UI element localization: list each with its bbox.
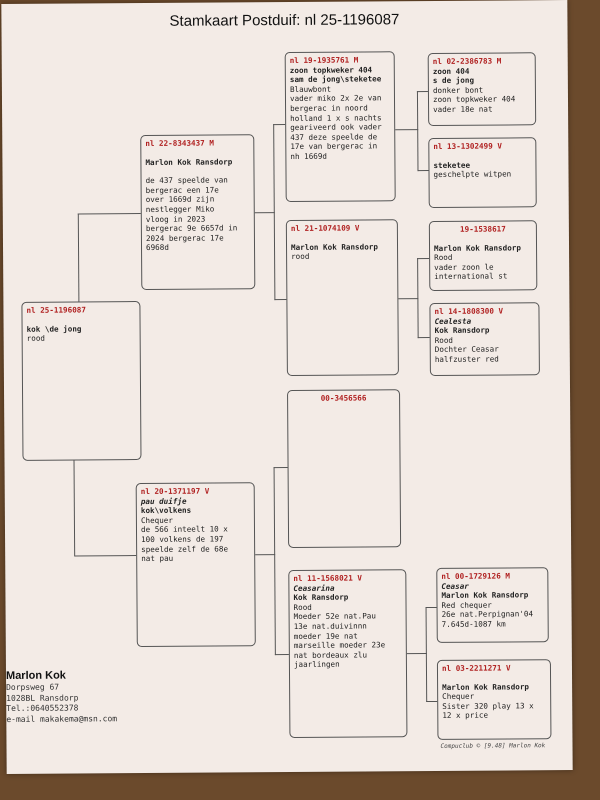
ring-number: nl 14-1808300 V (434, 306, 504, 316)
remark-line: speelde zelf de 68e (141, 543, 229, 554)
breeder-name: Kok Ransdorp (434, 325, 490, 336)
owner-city: 1028BL Ransdorp (6, 692, 79, 703)
remark-line: 437 deze speelde de (290, 132, 378, 142)
remark-line: nestlegger Miko (145, 204, 215, 214)
remark-line: Moeder 52e nat.Pau (293, 611, 376, 622)
remark-line: nat pau (141, 553, 174, 564)
remark-line: de 566 inteelt 10 x (140, 524, 228, 535)
remark-line: 100 volkens de 197 (141, 534, 224, 544)
breeder-name: Marlon Kok Ransdorp (434, 242, 521, 253)
connector-line (407, 653, 427, 654)
remark-line: Rood (434, 335, 454, 345)
connector-line (273, 124, 285, 125)
ring-number: nl 19-1935761 M (289, 55, 359, 65)
pigeon-card-mm (288, 569, 407, 738)
owner-block (6, 668, 117, 725)
pigeon-card-subject (21, 301, 141, 461)
pigeon-card-fm (286, 219, 399, 376)
pigeon-card-ffm (428, 137, 536, 208)
connector-line (426, 701, 437, 702)
pigeon-card-ff (285, 51, 396, 202)
connector-line (273, 124, 275, 300)
remark-line: Chequer (140, 515, 173, 525)
ring-number: nl 00-1729126 M (441, 571, 510, 581)
pigeon-name: zoon topkweker 404 (289, 64, 373, 75)
owner-name: Marlon Kok (5, 669, 66, 682)
remark-line: Rood (293, 602, 312, 612)
remark-line: nat bordeaux zlu (293, 650, 368, 660)
pigeon-name: kok \de jong (26, 324, 82, 334)
remark-line: 12 x price (442, 710, 489, 721)
connector-line (398, 298, 418, 299)
connector-line (274, 467, 288, 468)
connector-line (417, 91, 419, 171)
pigeon-color: rood (26, 333, 45, 344)
connector-line (426, 607, 428, 702)
remark-line: vader zoon le (434, 262, 494, 272)
remark-line: 17e van bergerac in (290, 141, 378, 152)
remark-line: vader 18e nat (433, 104, 493, 114)
breeder-name: steketee (433, 160, 471, 170)
remark-line: Sister 320 play 13 x (442, 701, 534, 711)
remark-line: 6968d (145, 243, 169, 253)
pigeon-name: Ceasar (441, 581, 469, 591)
remark-line: zoon topkweker 404 (432, 94, 516, 105)
remark-line: bergerac 9e 6657d in (145, 223, 238, 234)
pigeon-color: rood (291, 252, 310, 262)
pigeon-card-father (140, 134, 255, 290)
ring-number: nl 21-1074109 V (290, 223, 360, 233)
connector-line (74, 460, 76, 555)
footer-credit: Compuclub © [9.48] Marlon Kok (440, 742, 546, 750)
ring-number: nl 03-2211271 V (441, 663, 511, 673)
ring-number: nl 25-1196087 (26, 305, 86, 315)
pigeon-card-fmf (429, 220, 537, 291)
breeder-name: Marlon Kok Ransdorp (145, 156, 233, 167)
page-title: Stamkaart Postduif: nl 25-1196087 (169, 11, 400, 30)
connector-line (417, 170, 428, 171)
pedigree-sheet (1, 0, 572, 774)
remark-line: marseille moeder 23e (293, 640, 386, 651)
pigeon-card-mmf (436, 567, 549, 643)
pigeon-name: zoon 404 (432, 66, 470, 76)
connector-line (78, 213, 141, 214)
remark-line: moeder 19e nat (293, 631, 358, 641)
connector-line (274, 467, 276, 655)
remark-line: over 1669d zijn (145, 194, 215, 205)
breeder-name: Marlon Kok Ransdorp (441, 590, 529, 601)
breeder-name: kok\volkens (140, 505, 192, 516)
owner-phone: Tel.:0640552378 (6, 703, 79, 713)
remark-line: geariveerd ook vader (290, 122, 382, 133)
ring-number: nl 20-1371197 V (140, 486, 210, 497)
pigeon-card-mmm (437, 659, 552, 740)
breeder-name: Kok Ransdorp (293, 592, 349, 603)
remark-line: bergerac een 17e (145, 185, 219, 195)
ring-number: nl 11-1568021 V (293, 573, 362, 583)
connector-line (275, 654, 289, 655)
pigeon-card-fmm (429, 302, 540, 376)
remark-line: 13e nat.duivinnn (293, 621, 367, 631)
connector-line (395, 129, 418, 130)
remark-line: jaarlingen (293, 659, 340, 670)
connector-line (78, 213, 80, 305)
owner-email: e-mail makakema@msn.com (6, 713, 118, 724)
ring-number: nl 22-8343437 M (145, 138, 214, 148)
ring-number: nl 13-1302499 V (433, 141, 502, 151)
pigeon-card-mother (136, 482, 256, 647)
connector-line (417, 258, 419, 338)
ring-number: 00-3456566 (320, 393, 367, 403)
remark-line: 7.645d-1087 km (441, 619, 506, 629)
remark-line: holland 1 x s nachts (290, 112, 382, 123)
remark-line: de 437 speelde van (145, 175, 228, 186)
breeder-name: Marlon Kok Ransdorp (442, 681, 530, 692)
remark-line: Chequer (442, 691, 475, 702)
connector-line (74, 555, 136, 556)
connector-line (426, 607, 437, 608)
remark-line: vloog in 2023 (145, 214, 206, 224)
connector-line (417, 91, 428, 92)
remark-line: Blauwbont (289, 84, 332, 94)
pigeon-color: geschelpte witpen (433, 169, 512, 180)
connector-line (255, 212, 275, 213)
ring-number: 19-1538617 (460, 224, 506, 234)
pigeon-card-fff (428, 52, 537, 126)
connector-line (417, 258, 429, 259)
ring-number: nl 02-2386783 M (432, 56, 502, 66)
remark-line: bergerac in noord (290, 103, 368, 113)
remark-line: international st (434, 271, 508, 282)
pigeon-card-mf (287, 389, 401, 548)
remark-line: nh 1669d (290, 151, 327, 161)
connector-line (255, 554, 275, 555)
pigeon-name: Cealesta (434, 316, 472, 326)
remark-line: 26e nat.Perpignan'04 (441, 609, 534, 620)
remark-line: Rood (434, 253, 453, 263)
pigeon-name: Ceasarina (293, 583, 335, 593)
pigeon-name: pau duifje (140, 496, 187, 506)
remark-line: vader miko 2x 2e van (289, 93, 382, 104)
remark-line: 2024 bergerac 17e (145, 233, 224, 243)
remark-line: Dochter Ceasar (434, 344, 499, 355)
connector-line (418, 337, 430, 338)
breeder-name: Marlon Kok Ransdorp (290, 241, 378, 252)
connector-line (274, 299, 286, 300)
remark-line: halfzuster red (434, 354, 499, 364)
remark-line: Red chequer (441, 600, 492, 610)
owner-street: Dorpsweg 67 (6, 682, 60, 692)
remark-line: donker bont (432, 85, 484, 95)
breeder-name: sam de jong\steketee (289, 74, 382, 85)
breeder-name: s de jong (432, 75, 475, 86)
